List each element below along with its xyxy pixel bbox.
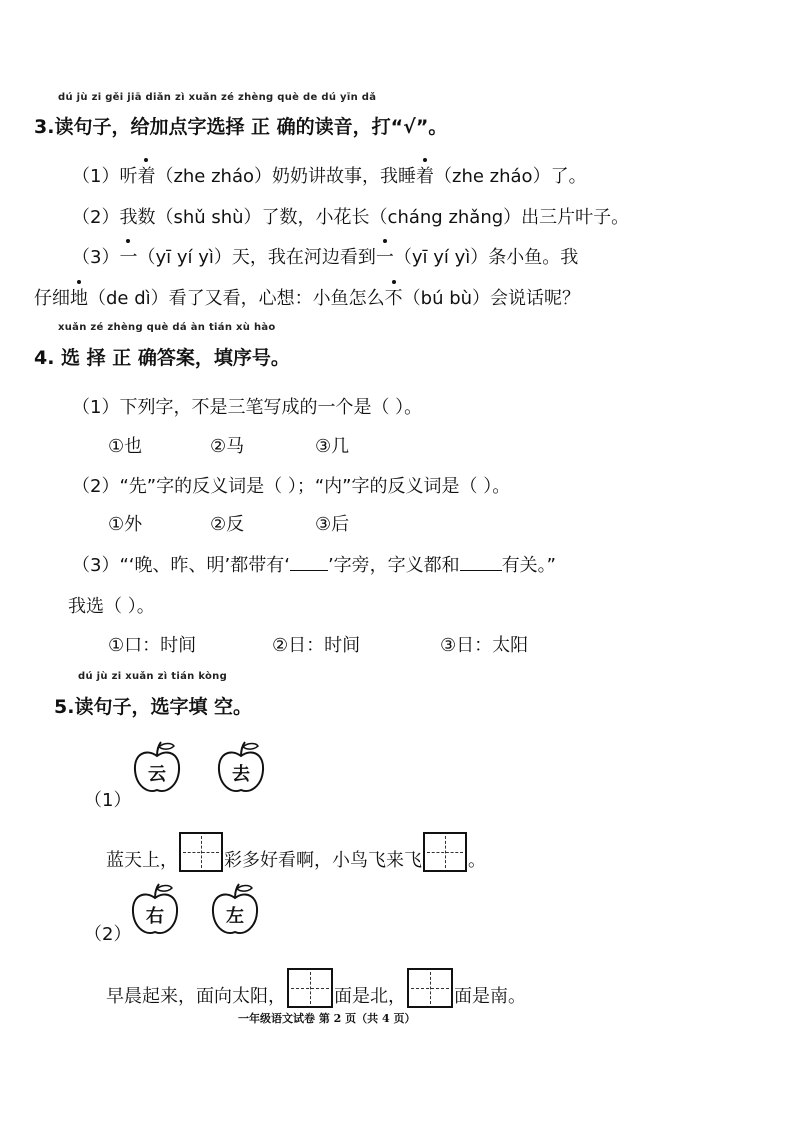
q4-q3-option-2: ②日：时间	[272, 635, 361, 656]
q4-q2-option-2: ②反	[210, 514, 245, 535]
q3-sentence-4: 仔细地（de dì）看了又看，心想：小鱼怎么不（bú bù）会说话呢？	[34, 284, 580, 310]
apple-option-yun[interactable]	[132, 740, 182, 796]
q4-heading: 4. 选 择 正 确答案，填序号。	[34, 347, 290, 369]
apple-char: 去	[232, 764, 250, 785]
dotted-char: 着	[137, 162, 155, 188]
page-footer: 一年级语文试卷 第 2 页（共 4 页）	[238, 1012, 416, 1025]
q4-q2-option-3: ③后	[315, 514, 350, 535]
q5-heading: 5.读句子，选字填 空。	[54, 696, 253, 718]
q4-question-3: （3）“‘晚、昨、明’都带有‘ ’字旁，字义都和 有关。”	[72, 555, 557, 576]
apple-option-qu[interactable]	[216, 740, 266, 796]
dotted-char: 地	[70, 284, 88, 310]
apple-char: 云	[148, 764, 166, 785]
dotted-char: 一	[119, 243, 137, 269]
apple-option-you[interactable]	[130, 882, 180, 938]
q4-question-1: （1）下列字，不是三笔写成的一个是（ ）。	[72, 397, 423, 418]
apple-option-zuo[interactable]	[210, 882, 260, 938]
answer-blank[interactable]	[460, 556, 502, 571]
q4-q2-option-1: ①外	[108, 514, 143, 535]
q4-q3-choose: 我选（ ）。	[68, 596, 155, 617]
q5-pinyin: dú jù zi xuǎn zì tián kòng	[78, 671, 228, 682]
tianzige-box[interactable]	[407, 968, 453, 1008]
q4-q1-option-3: ③几	[315, 436, 350, 457]
q4-q3-option-1: ①口：时间	[108, 635, 197, 656]
q4-q1-option-1: ①也	[108, 436, 143, 457]
q3-sentence-3: （3）一（yī yí yì）天，我在河边看到一（yī yí yì）条小鱼。我	[72, 243, 578, 269]
q3-sentence-1: （1）听着（zhe zháo）奶奶讲故事，我睡着（zhe zháo）了。	[72, 162, 587, 188]
q3-pinyin: dú jù zi gěi jiā diǎn zì xuǎn zé zhèng què de dú yīn dǎ	[58, 92, 377, 103]
q4-q3-option-3: ③日：太阳	[440, 635, 529, 656]
apple-char: 右	[146, 906, 164, 927]
q3-sentence-2: （2）我数（shǔ shù）了数，小花长（cháng zhǎng）出三片叶子。	[72, 207, 630, 228]
dotted-char: 不	[385, 284, 403, 310]
apple-char: 左	[226, 906, 244, 927]
dotted-char: 一	[376, 243, 394, 269]
q4-q1-option-2: ②马	[210, 436, 245, 457]
q3-heading: 3.读句子，给加点字选择 正 确的读音，打“√”。	[34, 116, 448, 138]
q5-part-2-label: （2）	[84, 924, 132, 945]
tianzige-box[interactable]	[423, 832, 467, 872]
tianzige-box[interactable]	[287, 968, 333, 1008]
q5-part-1-sentence: 蓝天上， 彩多好看啊，小鸟飞来飞 。	[106, 832, 486, 872]
q4-question-2: （2）“先”字的反义词是（ ）；“内”字的反义词是（ ）。	[72, 476, 511, 497]
q5-part-2-sentence: 早晨起来，面向太阳， 面是北， 面是南。	[106, 968, 526, 1008]
q5-part-1-label: （1）	[84, 790, 132, 811]
answer-blank[interactable]	[290, 556, 328, 571]
dotted-char: 着	[416, 162, 434, 188]
q4-pinyin: xuǎn zé zhèng què dá àn tián xù hào	[58, 322, 276, 333]
tianzige-box[interactable]	[179, 832, 223, 872]
